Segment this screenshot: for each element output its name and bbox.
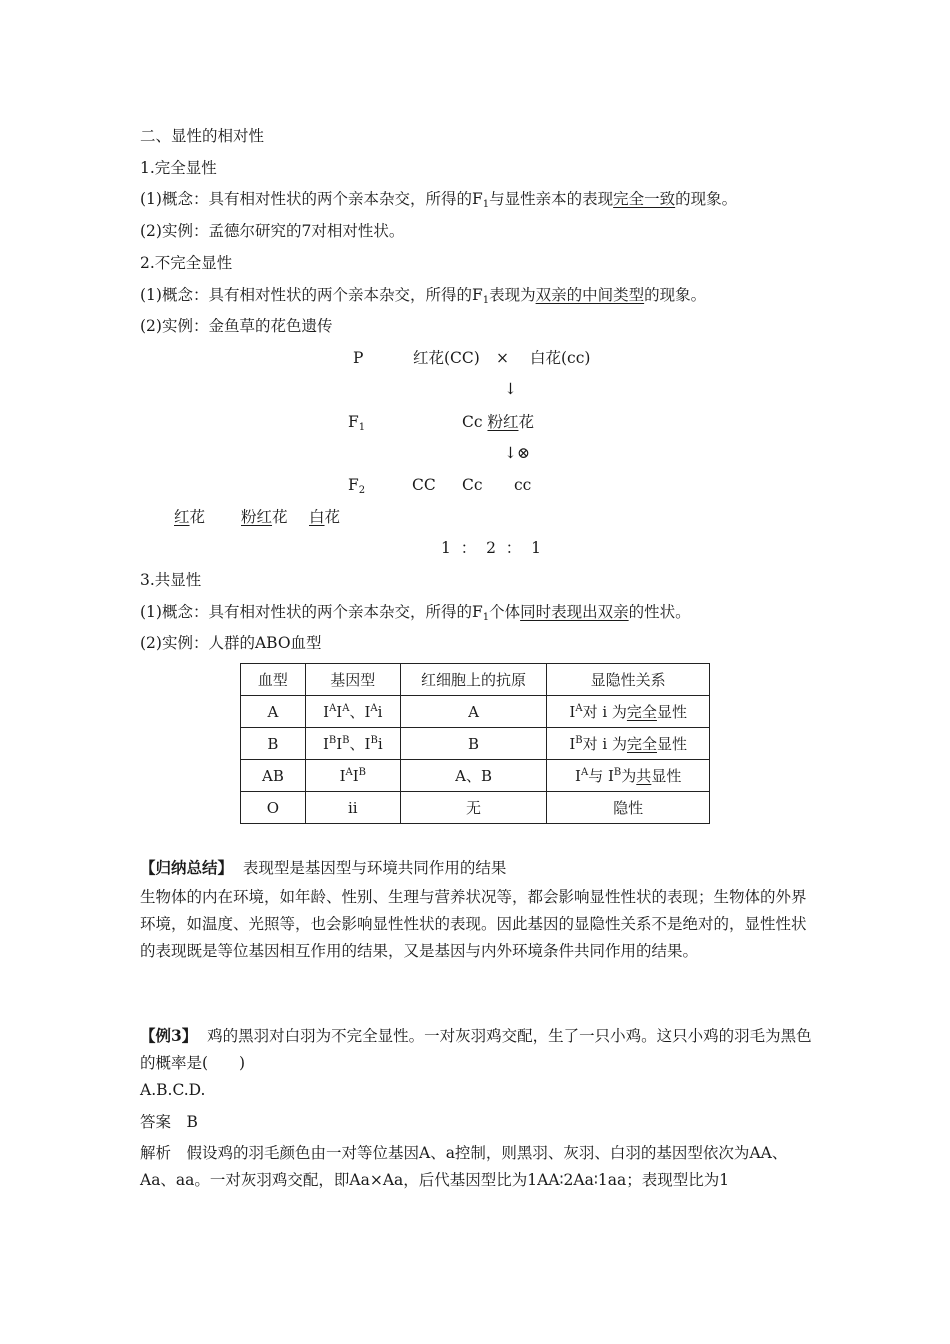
f2-phenotype-red bbox=[174, 507, 205, 527]
concept-text: 的现象。 bbox=[675, 190, 738, 208]
f2-phenotype-white bbox=[309, 507, 340, 527]
table-row bbox=[241, 728, 710, 760]
header-cell: 基因型 bbox=[305, 664, 400, 696]
header-cell: 红细胞上的抗原 bbox=[400, 664, 547, 696]
phenotype-end: 花 bbox=[272, 508, 288, 526]
concept-text: 的现象。 bbox=[644, 286, 707, 304]
parent-red: 红花(CC) bbox=[413, 349, 480, 367]
relation-cell: $I^B$对 i 为完全显性 bbox=[547, 728, 710, 760]
subscript: 2 bbox=[358, 485, 366, 496]
f2-label bbox=[348, 475, 365, 495]
underlined-term: 完全一致 bbox=[613, 190, 676, 208]
relation-cell: $I^A$与 $I^B$为共显性 bbox=[547, 760, 710, 792]
relation-cell: $I^A$对 i 为完全显性 bbox=[547, 696, 710, 728]
header-cell: 显隐性关系 bbox=[547, 664, 710, 696]
selfing-arrow-icon: ↓⊗ bbox=[504, 444, 530, 462]
answer: 答案 B bbox=[140, 1113, 198, 1131]
concept-text: 个体 bbox=[489, 603, 521, 621]
f1-offspring bbox=[462, 412, 534, 432]
concept-text: 与显性亲本的表现 bbox=[489, 190, 614, 208]
table-header-row bbox=[241, 664, 710, 696]
heading-complete-dominance: 1.完全显性 bbox=[140, 159, 217, 177]
section-title: 二、显性的相对性 bbox=[140, 127, 265, 145]
genotype-cell: ii bbox=[305, 792, 400, 824]
heading-incomplete-dominance: 2.不完全显性 bbox=[140, 254, 233, 272]
complete-dominance-example: (2)实例：孟德尔研究的7对相对性状。 bbox=[140, 222, 405, 240]
subscript: 1 bbox=[482, 612, 490, 623]
relation-text: 显性 bbox=[657, 735, 688, 753]
example-tag: 【例3】 bbox=[140, 1026, 198, 1045]
blood-type-cell: B bbox=[241, 728, 306, 760]
incomplete-dominance-concept bbox=[140, 285, 706, 305]
f2-genotype-CC: CC bbox=[412, 476, 436, 494]
f1-genotype: Cc bbox=[462, 413, 488, 431]
summary-tag: 【归纳总结】 bbox=[140, 858, 234, 877]
concept-text: (1)概念：具有相对性状的两个亲本杂交，所得的F bbox=[140, 286, 483, 304]
example-3-question bbox=[140, 1022, 820, 1077]
f1-letter: F bbox=[348, 413, 359, 431]
underlined-term: 完全 bbox=[626, 735, 657, 753]
underlined-term: 粉红 bbox=[487, 413, 519, 431]
cross-symbol: × bbox=[496, 349, 509, 367]
underlined-term: 白 bbox=[309, 508, 325, 526]
f1-phenotype-end: 花 bbox=[518, 413, 534, 431]
antigen-cell: A bbox=[400, 696, 547, 728]
answer-options: A.B.C.D. bbox=[140, 1081, 206, 1099]
phenotype-end: 花 bbox=[189, 508, 206, 526]
relation-text: 为 bbox=[621, 767, 637, 785]
relation-text: 显性 bbox=[656, 703, 687, 721]
concept-text: 表现为 bbox=[489, 286, 536, 304]
blood-type-cell: AB bbox=[241, 760, 306, 792]
blood-type-cell: O bbox=[241, 792, 306, 824]
antigen-cell: A、B bbox=[400, 760, 547, 792]
subscript: 1 bbox=[482, 199, 490, 210]
header-cell: 血型 bbox=[241, 664, 306, 696]
f2-phenotype-pink bbox=[241, 507, 288, 527]
underlined-term: 粉红 bbox=[241, 508, 273, 526]
underlined-term: 红 bbox=[174, 508, 190, 526]
antigen-cell: 无 bbox=[400, 792, 547, 824]
f2-letter: F bbox=[348, 476, 359, 494]
parent-white: 白花(cc) bbox=[530, 349, 591, 367]
question-text: 鸡的黑羽对白羽为不完全显性。一对灰羽鸡交配，生了一只小鸡。这只小鸡的羽毛为黑色的概率是( ) bbox=[140, 1027, 812, 1072]
f2-genotype-Cc: Cc bbox=[462, 476, 483, 494]
summary-title: 表现型是基因型与环境共同作用的结果 bbox=[233, 859, 507, 877]
genotype-cell: $I^AI^A$、$I^Ai$ bbox=[305, 696, 400, 728]
f2-ratio: 1 ： 2 ： 1 bbox=[441, 539, 542, 557]
underlined-term: 完全 bbox=[626, 703, 657, 721]
table-row bbox=[241, 696, 710, 728]
genotype-cell: $I^AI^B$ bbox=[305, 760, 400, 792]
summary-body: 生物体的内在环境，如年龄、性别、生理与营养状况等，都会影响显性性状的表现；生物体的外界环境，如温度、光照等，也会影响显性性状的表现。因此基因的显隐性关系不是绝对的，显性性状的表现既是等位基因相互作用的结果，又是基因与内外环境条件共同作用的结果。 bbox=[140, 888, 807, 960]
relation-text: 显性 bbox=[651, 767, 682, 785]
codominance-example: (2)实例：人群的ABO血型 bbox=[140, 634, 322, 652]
concept-text: 的性状。 bbox=[628, 603, 691, 621]
phenotype-end: 花 bbox=[324, 508, 341, 526]
abo-blood-type-table bbox=[240, 663, 710, 824]
f2-genotype-cc: cc bbox=[514, 476, 532, 494]
underlined-term: 双亲的中间类型 bbox=[535, 286, 645, 304]
table-row bbox=[241, 792, 710, 824]
relation-cell: 隐性 bbox=[547, 792, 710, 824]
complete-dominance-concept bbox=[140, 189, 737, 209]
f1-label bbox=[348, 412, 365, 432]
heading-codominance: 3.共显性 bbox=[140, 571, 202, 589]
antigen-cell: B bbox=[400, 728, 547, 760]
table-row bbox=[241, 760, 710, 792]
subscript: 1 bbox=[358, 422, 366, 433]
underlined-term: 共 bbox=[636, 767, 652, 785]
relation-text: 对 i 为 bbox=[582, 703, 627, 721]
analysis: 解析 假设鸡的羽毛颜色由一对等位基因A、a控制，则黑羽、灰羽、白羽的基因型依次为AA、Aa、aa。一对灰羽鸡交配，即Aa×Aa，后代基因型比为1AA∶2Aa∶1aa；表现型比为1 bbox=[140, 1144, 788, 1189]
codominance-concept bbox=[140, 602, 691, 622]
concept-text: (1)概念：具有相对性状的两个亲本杂交，所得的F bbox=[140, 603, 483, 621]
relation-text: 对 i 为 bbox=[582, 735, 627, 753]
down-arrow-icon: ↓ bbox=[504, 380, 517, 398]
summary-heading bbox=[140, 858, 506, 878]
p-label: P bbox=[353, 349, 364, 367]
subscript: 1 bbox=[482, 295, 490, 306]
relation-text: 与 I bbox=[588, 767, 614, 785]
genotype-cell: $I^BI^B$、$I^Bi$ bbox=[305, 728, 400, 760]
concept-text: (1)概念：具有相对性状的两个亲本杂交，所得的F bbox=[140, 190, 483, 208]
incomplete-dominance-example: (2)实例：金鱼草的花色遗传 bbox=[140, 317, 333, 335]
underlined-term: 同时表现出双亲 bbox=[520, 603, 629, 621]
blood-type-cell: A bbox=[241, 696, 306, 728]
